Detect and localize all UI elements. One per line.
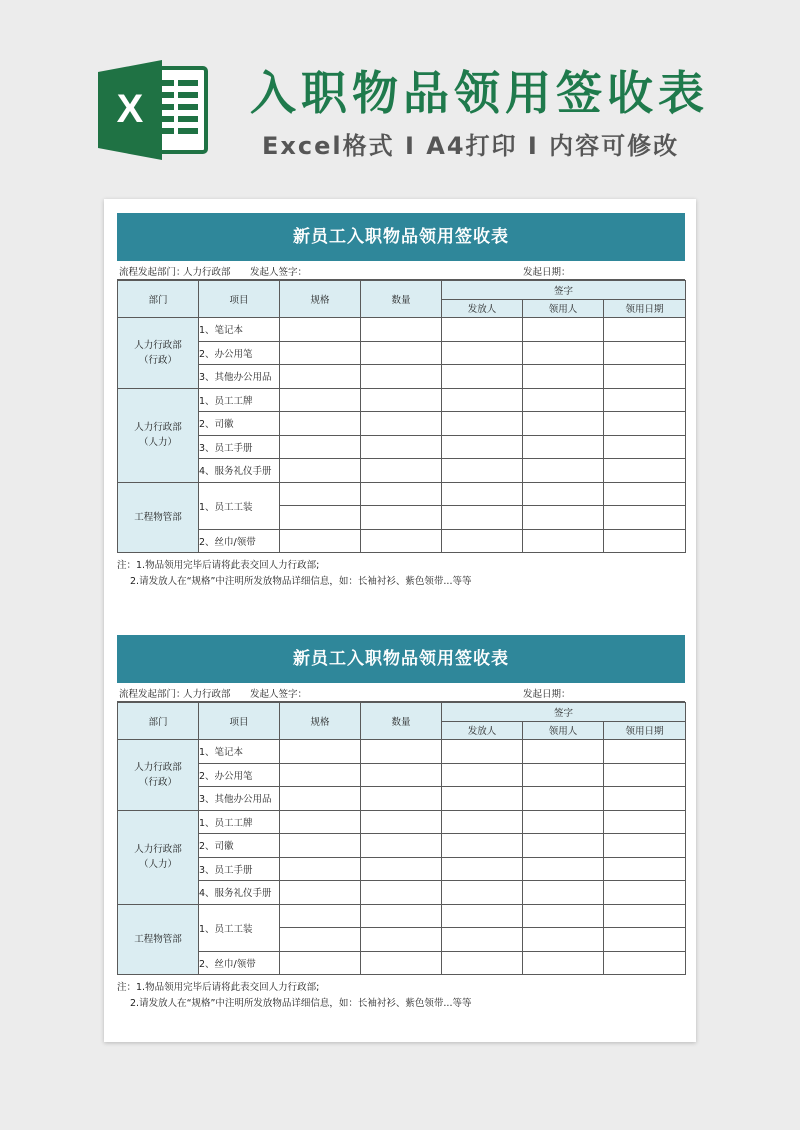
qty-cell[interactable] xyxy=(361,459,442,483)
receiver-cell[interactable] xyxy=(523,857,604,881)
document-sheet xyxy=(104,199,696,1042)
spec-cell[interactable] xyxy=(280,834,361,858)
date-cell[interactable] xyxy=(604,857,686,881)
spec-cell[interactable] xyxy=(280,904,361,928)
receiver-cell[interactable] xyxy=(523,529,604,553)
date-cell[interactable] xyxy=(604,951,686,975)
excel-logo-icon xyxy=(98,60,210,160)
item-cell: 4、服务礼仪手册 xyxy=(199,881,280,905)
qty-cell[interactable] xyxy=(361,904,442,928)
issuer-cell[interactable] xyxy=(442,787,523,811)
receiver-cell[interactable] xyxy=(523,904,604,928)
issuer-cell[interactable] xyxy=(442,951,523,975)
receiver-cell[interactable] xyxy=(523,810,604,834)
item-cell: 2、丝巾/领带 xyxy=(199,951,280,975)
col-header-issuer: 发放人 xyxy=(442,299,523,318)
qty-cell[interactable] xyxy=(361,928,442,952)
date-cell[interactable] xyxy=(604,810,686,834)
qty-cell[interactable] xyxy=(361,834,442,858)
item-cell: 3、员工手册 xyxy=(199,435,280,459)
dept-label: 流程发起部门： xyxy=(119,267,186,278)
issuer-cell[interactable] xyxy=(442,388,523,412)
table-header-row xyxy=(118,281,686,300)
spec-cell[interactable] xyxy=(280,506,361,530)
col-header-receive-date: 领用日期 xyxy=(604,721,686,740)
date-cell[interactable] xyxy=(604,763,686,787)
dept-cell: 工程物管部 xyxy=(118,904,199,975)
spec-cell[interactable] xyxy=(280,365,361,389)
item-cell: 1、员工工装 xyxy=(199,482,280,529)
receiver-cell[interactable] xyxy=(523,928,604,952)
date-cell[interactable] xyxy=(604,740,686,764)
issuer-cell[interactable] xyxy=(442,740,523,764)
qty-cell[interactable] xyxy=(361,787,442,811)
qty-cell[interactable] xyxy=(361,482,442,506)
col-header-spec: 规格 xyxy=(280,703,361,740)
item-cell: 2、办公用笔 xyxy=(199,763,280,787)
col-header-receive-date: 领用日期 xyxy=(604,299,686,318)
signoff-form xyxy=(117,213,685,605)
date-cell[interactable] xyxy=(604,365,686,389)
qty-cell[interactable] xyxy=(361,435,442,459)
spec-cell[interactable] xyxy=(280,810,361,834)
spec-cell[interactable] xyxy=(280,341,361,365)
issuer-cell[interactable] xyxy=(442,529,523,553)
qty-cell[interactable] xyxy=(361,412,442,436)
issuer-cell[interactable] xyxy=(442,810,523,834)
table-row xyxy=(118,412,686,436)
col-header-spec: 规格 xyxy=(280,281,361,318)
signer-label: 发起人签字： xyxy=(250,689,308,700)
table-row xyxy=(118,435,686,459)
spec-cell[interactable] xyxy=(280,435,361,459)
qty-cell[interactable] xyxy=(361,388,442,412)
dept-cell: 人力行政部 （人力） xyxy=(118,388,199,482)
spec-cell[interactable] xyxy=(280,928,361,952)
items-table xyxy=(117,702,686,975)
col-header-sign: 签字 xyxy=(442,281,686,300)
item-cell: 2、办公用笔 xyxy=(199,341,280,365)
dept-value: 人力行政部 xyxy=(183,267,231,278)
col-header-sign: 签字 xyxy=(442,703,686,722)
table-row xyxy=(118,787,686,811)
dept-cell: 工程物管部 xyxy=(118,482,199,553)
table-row xyxy=(118,763,686,787)
spec-cell[interactable] xyxy=(280,787,361,811)
spec-cell[interactable] xyxy=(280,459,361,483)
col-header-item: 项目 xyxy=(199,281,280,318)
spec-cell[interactable] xyxy=(280,529,361,553)
receiver-cell[interactable] xyxy=(523,412,604,436)
date-cell[interactable] xyxy=(604,318,686,342)
table-row xyxy=(118,365,686,389)
form-title: 新员工入职物品领用签收表 xyxy=(117,635,685,683)
note-line-2: 2.请发放人在“规格”中注明所发放物品详细信息，如：长袖衬衫、紫色领带...等等 xyxy=(130,576,472,587)
page-title: 入职物品领用签收表 xyxy=(250,66,709,120)
receiver-cell[interactable] xyxy=(523,740,604,764)
item-cell: 1、员工工装 xyxy=(199,904,280,951)
item-cell: 3、员工手册 xyxy=(199,857,280,881)
item-cell: 4、服务礼仪手册 xyxy=(199,459,280,483)
item-cell: 2、丝巾/领带 xyxy=(199,529,280,553)
col-header-dept: 部门 xyxy=(118,281,199,318)
issuer-cell[interactable] xyxy=(442,904,523,928)
date-cell[interactable] xyxy=(604,904,686,928)
qty-cell[interactable] xyxy=(361,365,442,389)
dept-cell: 人力行政部 （人力） xyxy=(118,810,199,904)
table-row xyxy=(118,388,686,412)
form-notes xyxy=(117,975,685,1012)
issuer-cell[interactable] xyxy=(442,318,523,342)
col-header-qty: 数量 xyxy=(361,281,442,318)
receiver-cell[interactable] xyxy=(523,482,604,506)
table-row xyxy=(118,834,686,858)
note-line-1: 注：1.物品领用完毕后请将此表交回人力行政部; xyxy=(117,560,320,571)
qty-cell[interactable] xyxy=(361,506,442,530)
item-cell: 1、员工工牌 xyxy=(199,388,280,412)
item-cell: 1、员工工牌 xyxy=(199,810,280,834)
date-cell[interactable] xyxy=(604,506,686,530)
receiver-cell[interactable] xyxy=(523,459,604,483)
item-cell: 1、笔记本 xyxy=(199,318,280,342)
table-row xyxy=(118,951,686,975)
spec-cell[interactable] xyxy=(280,388,361,412)
date-cell[interactable] xyxy=(604,787,686,811)
col-header-receiver: 领用人 xyxy=(523,721,604,740)
svg-text:X: X xyxy=(116,87,144,131)
table-row xyxy=(118,318,686,342)
receiver-cell[interactable] xyxy=(523,763,604,787)
table-row xyxy=(118,529,686,553)
issuer-cell[interactable] xyxy=(442,341,523,365)
spec-cell[interactable] xyxy=(280,857,361,881)
table-row xyxy=(118,810,686,834)
signer-label: 发起人签字： xyxy=(250,267,308,278)
item-cell: 2、司徽 xyxy=(199,412,280,436)
dept-value: 人力行政部 xyxy=(183,689,231,700)
form-title: 新员工入职物品领用签收表 xyxy=(117,213,685,261)
col-header-qty: 数量 xyxy=(361,703,442,740)
date-cell[interactable] xyxy=(604,341,686,365)
spec-cell[interactable] xyxy=(280,412,361,436)
issuer-cell[interactable] xyxy=(442,365,523,389)
spec-cell[interactable] xyxy=(280,482,361,506)
qty-cell[interactable] xyxy=(361,857,442,881)
receiver-cell[interactable] xyxy=(523,318,604,342)
qty-cell[interactable] xyxy=(361,341,442,365)
issuer-cell[interactable] xyxy=(442,506,523,530)
table-row xyxy=(118,857,686,881)
item-cell: 2、司徽 xyxy=(199,834,280,858)
date-cell[interactable] xyxy=(604,529,686,553)
receiver-cell[interactable] xyxy=(523,787,604,811)
issuer-cell[interactable] xyxy=(442,763,523,787)
date-label: 发起日期： xyxy=(523,267,571,278)
table-row xyxy=(118,740,686,764)
receiver-cell[interactable] xyxy=(523,834,604,858)
col-header-receiver: 领用人 xyxy=(523,299,604,318)
spec-cell[interactable] xyxy=(280,881,361,905)
receiver-cell[interactable] xyxy=(523,435,604,459)
issuer-cell[interactable] xyxy=(442,834,523,858)
date-cell[interactable] xyxy=(604,435,686,459)
item-cell: 3、其他办公用品 xyxy=(199,365,280,389)
note-line-2: 2.请发放人在“规格”中注明所发放物品详细信息，如：长袖衬衫、紫色领带...等等 xyxy=(130,998,472,1009)
issuer-cell[interactable] xyxy=(442,435,523,459)
date-cell[interactable] xyxy=(604,482,686,506)
col-header-dept: 部门 xyxy=(118,703,199,740)
table-row xyxy=(118,459,686,483)
item-cell: 3、其他办公用品 xyxy=(199,787,280,811)
page-subtitle: Excel格式 I A4打印 I 内容可修改 xyxy=(262,132,680,160)
issuer-cell[interactable] xyxy=(442,881,523,905)
receiver-cell[interactable] xyxy=(523,388,604,412)
qty-cell[interactable] xyxy=(361,318,442,342)
qty-cell[interactable] xyxy=(361,881,442,905)
col-header-item: 项目 xyxy=(199,703,280,740)
table-row xyxy=(118,482,686,506)
qty-cell[interactable] xyxy=(361,529,442,553)
date-cell[interactable] xyxy=(604,928,686,952)
dept-cell: 人力行政部 （行政） xyxy=(118,318,199,389)
qty-cell[interactable] xyxy=(361,740,442,764)
receiver-cell[interactable] xyxy=(523,951,604,975)
spec-cell[interactable] xyxy=(280,740,361,764)
date-cell[interactable] xyxy=(604,881,686,905)
col-header-issuer: 发放人 xyxy=(442,721,523,740)
issuer-cell[interactable] xyxy=(442,482,523,506)
table-row xyxy=(118,904,686,928)
dept-cell: 人力行政部 （行政） xyxy=(118,740,199,811)
qty-cell[interactable] xyxy=(361,810,442,834)
receiver-cell[interactable] xyxy=(523,506,604,530)
issuer-cell[interactable] xyxy=(442,928,523,952)
receiver-cell[interactable] xyxy=(523,881,604,905)
date-label: 发起日期： xyxy=(523,689,571,700)
spec-cell[interactable] xyxy=(280,951,361,975)
qty-cell[interactable] xyxy=(361,951,442,975)
items-table xyxy=(117,280,686,553)
table-header-row xyxy=(118,703,686,722)
table-row xyxy=(118,341,686,365)
issuer-cell[interactable] xyxy=(442,412,523,436)
spec-cell[interactable] xyxy=(280,763,361,787)
receiver-cell[interactable] xyxy=(523,341,604,365)
header-banner xyxy=(0,0,800,190)
form-info-row xyxy=(117,683,685,702)
item-cell: 1、笔记本 xyxy=(199,740,280,764)
spec-cell[interactable] xyxy=(280,318,361,342)
note-line-1: 注：1.物品领用完毕后请将此表交回人力行政部; xyxy=(117,982,320,993)
form-notes xyxy=(117,553,685,590)
date-cell[interactable] xyxy=(604,459,686,483)
dept-label: 流程发起部门： xyxy=(119,689,186,700)
issuer-cell[interactable] xyxy=(442,459,523,483)
table-row xyxy=(118,881,686,905)
receiver-cell[interactable] xyxy=(523,365,604,389)
date-cell[interactable] xyxy=(604,834,686,858)
form-info-row xyxy=(117,261,685,280)
date-cell[interactable] xyxy=(604,388,686,412)
date-cell[interactable] xyxy=(604,412,686,436)
issuer-cell[interactable] xyxy=(442,857,523,881)
qty-cell[interactable] xyxy=(361,763,442,787)
signoff-form xyxy=(117,635,685,1027)
